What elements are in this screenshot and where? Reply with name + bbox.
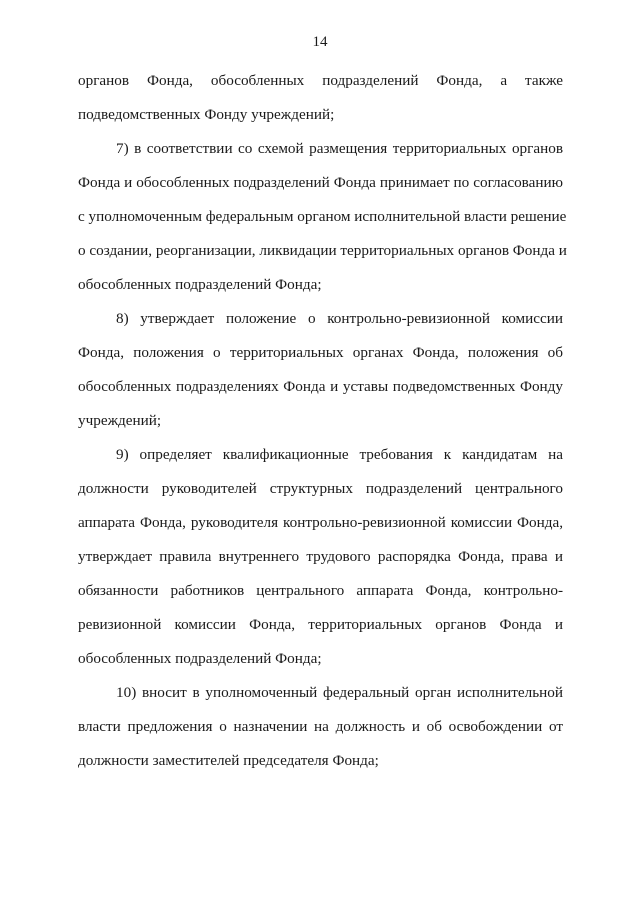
text-line: ревизионной комиссии Фонда, территориальных органов Фонда и	[78, 616, 563, 633]
text-line: подведомственных Фонду учреждений;	[78, 106, 335, 123]
page-number: 14	[312, 34, 328, 50]
text-line: обязанности работников центрального аппарата Фонда, контрольно-	[78, 582, 563, 599]
text-line: Фонда, положения о территориальных органах Фонда, положения об	[78, 344, 563, 361]
text-line: должности руководителей структурных подразделений центрального	[78, 480, 563, 497]
text-line: учреждений;	[78, 412, 162, 429]
text-line: обособленных подразделениях Фонда и уставы подведомственных Фонду	[78, 378, 563, 395]
text-line: должности заместителей председателя Фонда;	[78, 752, 379, 769]
list-item-7-first-line: 7) в соответствии со схемой размещения территориальных органов	[116, 140, 563, 157]
list-item-8-first-line: 8) утверждает положение о контрольно-ревизионной комиссии	[116, 310, 563, 327]
text-line: власти предложения о назначении на должность и об освобождении от	[78, 718, 563, 735]
text-line: органов Фонда, обособленных подразделений Фонда, а также	[78, 72, 563, 89]
text-line: о создании, реорганизации, ликвидации территориальных органов Фонда и	[78, 242, 567, 259]
text-line: утверждает правила внутреннего трудового распорядка Фонда, права и	[78, 548, 563, 565]
text-line: аппарата Фонда, руководителя контрольно-ревизионной комиссии Фонда,	[78, 514, 563, 531]
text-line: обособленных подразделений Фонда;	[78, 276, 322, 293]
text-line: с уполномоченным федеральным органом исполнительной власти решение	[78, 208, 567, 225]
document-body	[78, 71, 567, 785]
text-line: Фонда и обособленных подразделений Фонда принимает по согласованию	[78, 174, 563, 191]
list-item-10-first-line: 10) вносит в уполномоченный федеральный орган исполнительной	[116, 684, 563, 701]
list-item-9-first-line: 9) определяет квалификационные требования к кандидатам на	[116, 446, 563, 463]
text-line: обособленных подразделений Фонда;	[78, 650, 322, 667]
